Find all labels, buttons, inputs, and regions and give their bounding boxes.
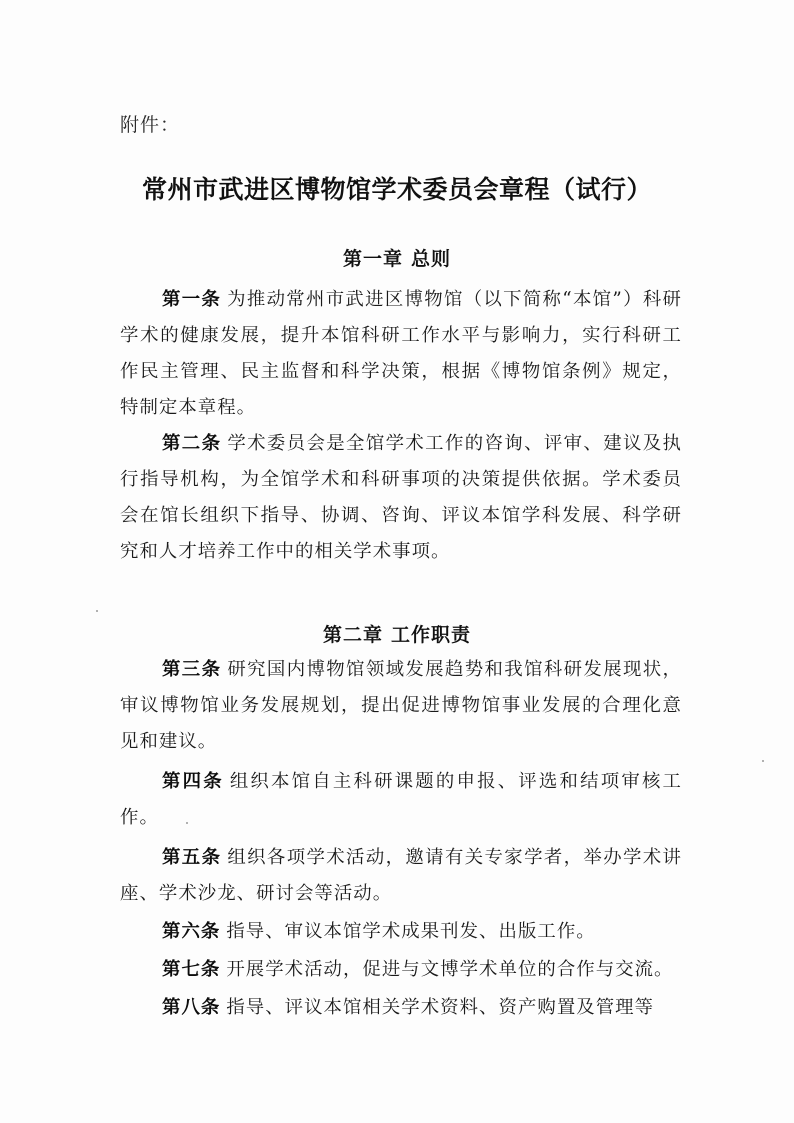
article-paragraph [120, 990, 682, 1026]
article-number: 第六条 [162, 921, 221, 942]
article-text: 为推动常州市武进区博物馆（以下简称“本馆”）科研学术的健康发展，提升本馆科研工作水平与影响力，实行科研工作民主管理、民主监督和科学决策，根据《博物馆条例》规定，特制定本章程。 [120, 289, 682, 418]
article-text: 组织本馆自主科研课题的申报、评选和结项审核工作。 [120, 771, 682, 828]
chapter-number: 第一章 [342, 248, 403, 270]
article-paragraph [120, 282, 682, 426]
chapter-number: 第二章 [322, 624, 383, 646]
attachment-label: 附件： [120, 114, 181, 136]
chapter-heading [0, 620, 794, 647]
article-paragraph [120, 426, 682, 570]
article-number: 第五条 [162, 847, 222, 868]
chapter-heading [0, 244, 794, 271]
chapter-name: 工作职责 [391, 624, 472, 646]
article-text: 学术委员会是全馆学术工作的咨询、评审、建议及执行指导机构，为全馆学术和科研事项的决策提供依据。学术委员会在馆长组织下指导、协调、咨询、评议本馆学科发展、科学研究和人才培养工作中的相关学术事项。 [120, 433, 683, 562]
scan-speck [96, 610, 98, 612]
article-paragraph [120, 764, 682, 836]
scan-speck [186, 822, 188, 824]
document-title: 常州市武进区博物馆学术委员会章程（试行） [141, 175, 652, 204]
article-paragraph [120, 914, 682, 950]
article-paragraph [120, 840, 682, 912]
article-number: 第四条 [162, 771, 224, 792]
article-number: 第八条 [162, 997, 221, 1018]
article-text: 研究国内博物馆领域发展趋势和我馆科研发展现状，审议博物馆业务发展规划，提出促进博物馆事业发展的合理化意见和建议。 [120, 659, 683, 752]
article-paragraph [120, 952, 682, 988]
article-text: 指导、评议本馆相关学术资料、资产购置及管理等 [226, 997, 655, 1018]
article-number: 第七条 [162, 959, 221, 980]
article-text: 指导、审议本馆学术成果刊发、出版工作。 [226, 921, 596, 942]
chapter-name: 总则 [411, 248, 452, 270]
article-paragraph [120, 652, 682, 760]
article-number: 第一条 [162, 289, 222, 310]
article-text: 组织各项学术活动，邀请有关专家学者，举办学术讲座、学术沙龙、研讨会等活动。 [120, 847, 683, 904]
article-text: 开展学术活动，促进与文博学术单位的合作与交流。 [226, 959, 674, 980]
scan-speck [762, 760, 764, 762]
article-number: 第二条 [162, 433, 222, 454]
article-number: 第三条 [162, 659, 222, 680]
